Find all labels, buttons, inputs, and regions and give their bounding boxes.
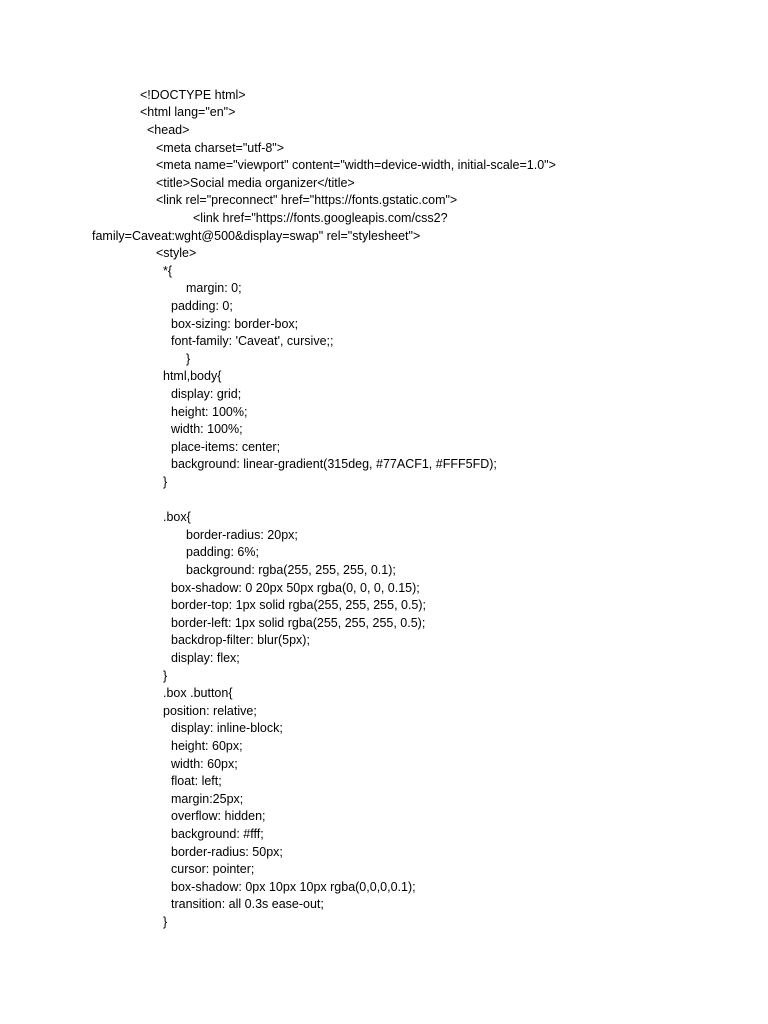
code-line: <!DOCTYPE html> [140,88,246,102]
code-line: .box{ [163,510,191,524]
code-line: <link href="https://fonts.googleapis.com/css2? [193,211,448,225]
code-line: cursor: pointer; [171,862,255,876]
code-line: background: linear-gradient(315deg, #77ACF1, #FFF5FD); [171,457,497,471]
code-line: } [186,352,191,366]
code-line: .box .button{ [163,686,233,700]
code-line: <meta name="viewport" content="width=device-width, initial-scale=1.0"> [156,158,556,172]
code-line: family=Caveat:wght@500&display=swap" rel="stylesheet"> [92,229,421,243]
code-line: padding: 0; [171,299,233,313]
code-line: border-radius: 50px; [171,845,283,859]
code-line: width: 100%; [171,422,243,436]
code-line: background: #fff; [171,827,264,841]
code-line: place-items: center; [171,440,281,454]
code-line: padding: 6%; [186,545,259,559]
code-line: border-top: 1px solid rgba(255, 255, 255, 0.5); [171,598,427,612]
code-line: height: 60px; [171,739,243,753]
code-line: html,body{ [163,369,222,383]
code-line: } [163,475,168,489]
code-line: border-left: 1px solid rgba(255, 255, 255, 0.5); [171,616,426,630]
code-line: background: rgba(255, 255, 255, 0.1); [186,563,396,577]
code-line: <meta charset="utf-8"> [156,141,285,155]
code-line: backdrop-filter: blur(5px); [171,633,310,647]
code-line: font-family: 'Caveat', cursive;; [171,334,334,348]
code-line: <title>Social media organizer</title> [156,176,355,190]
code-line: position: relative; [163,704,257,718]
code-line: width: 60px; [171,757,238,771]
code-line: height: 100%; [171,405,248,419]
code-line: } [163,915,168,929]
code-line: transition: all 0.3s ease-out; [171,897,324,911]
code-line: margin:25px; [171,792,244,806]
code-line: display: grid; [171,387,242,401]
code-line: display: inline-block; [171,721,283,735]
code-line: *{ [163,264,173,278]
code-line: <style> [156,246,197,260]
code-line: margin: 0; [186,281,242,295]
code-line: border-radius: 20px; [186,528,298,542]
code-line: float: left; [171,774,222,788]
code-line: display: flex; [171,651,240,665]
code-line: <head> [147,123,190,137]
code-line: overflow: hidden; [171,809,266,823]
code-line: box-sizing: border-box; [171,317,299,331]
code-line: } [163,669,168,683]
code-line: <html lang="en"> [140,105,236,119]
code-line: <link rel="preconnect" href="https://fonts.gstatic.com"> [156,193,458,207]
code-line: box-shadow: 0px 10px 10px rgba(0,0,0,0.1); [171,880,416,894]
code-line: box-shadow: 0 20px 50px rgba(0, 0, 0, 0.15); [171,581,420,595]
